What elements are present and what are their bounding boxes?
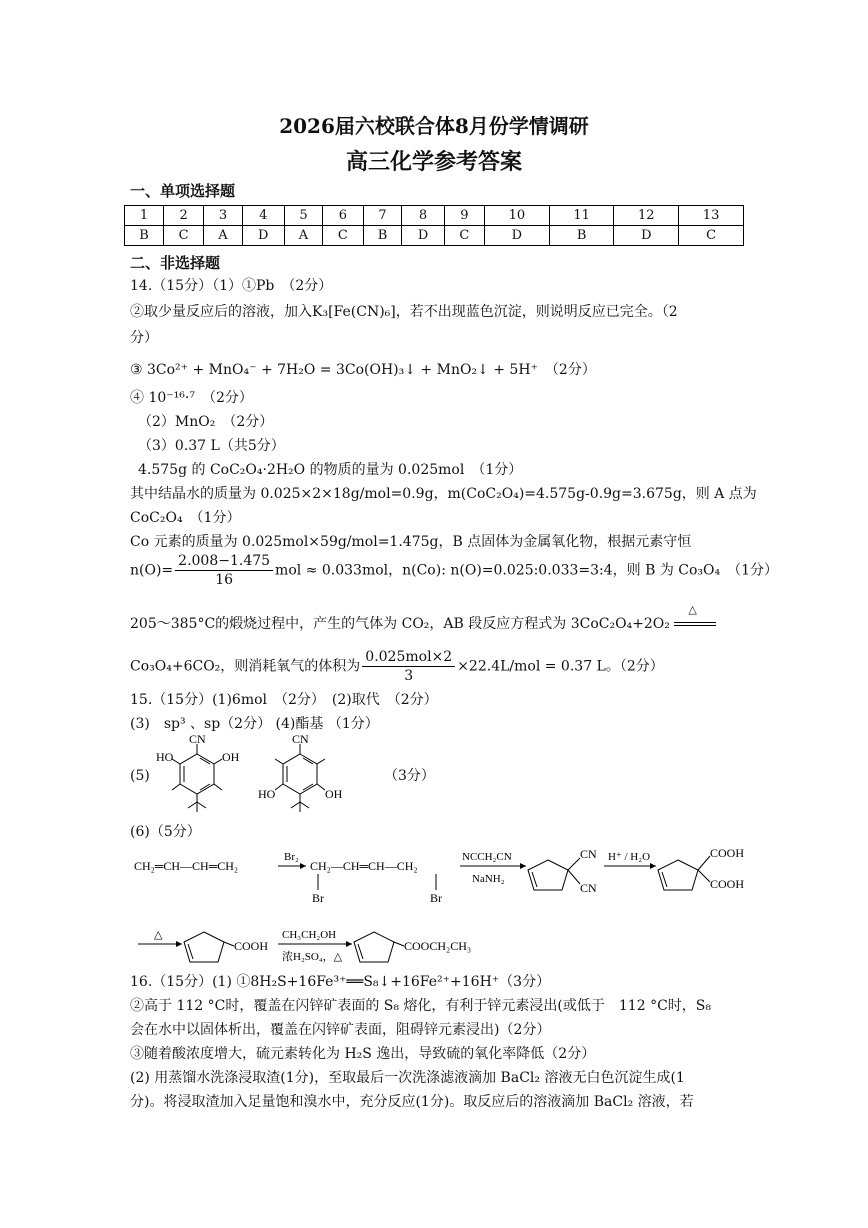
reagent-nanh2: NaNH₂ bbox=[472, 873, 505, 885]
synthesis-route-row-2 bbox=[130, 920, 630, 970]
cn-top: CN bbox=[580, 847, 597, 861]
reagent-sulfuric: 浓H₂SO₄，△ bbox=[282, 951, 343, 963]
question-number-cell: 7 bbox=[363, 206, 402, 226]
heat-equals-sign bbox=[674, 603, 716, 634]
reagent-malononitrile: NCCH₂CN bbox=[462, 851, 512, 863]
question-number-cell: 6 bbox=[323, 206, 363, 226]
q14-line-12 bbox=[130, 603, 716, 634]
eq1-fraction bbox=[175, 552, 273, 589]
q14-equation-3: ③ 3Co²⁺ + MnO₄⁻ + 7H₂O = 3Co(OH)₃↓ + MnO₂↓ + 5H⁺ （2分） bbox=[130, 362, 596, 378]
answer-cell: B bbox=[363, 226, 402, 246]
cooh-bottom: COOH bbox=[710, 877, 745, 891]
answer-cell: C bbox=[323, 226, 363, 246]
doc-subtitle: 高三化学参考答案 bbox=[345, 149, 522, 175]
answer-cell: D bbox=[614, 226, 679, 246]
ho-label: HO bbox=[156, 750, 174, 764]
answer-cell: A bbox=[204, 226, 242, 246]
answer-cell: B bbox=[549, 226, 614, 246]
q14-line-3: 分） bbox=[130, 330, 158, 346]
reagent-ethanol: CH₃CH₂OH bbox=[282, 929, 337, 941]
section-heading-free: 二、非选择题 bbox=[130, 254, 221, 272]
eq2-suffix: ×22.4L/mol = 0.37 L。（2分） bbox=[457, 658, 664, 675]
answer-table-answers bbox=[125, 226, 744, 246]
question-number-cell: 1 bbox=[125, 206, 164, 226]
eq2-prefix: Co₃O₄+6CO₂，则消耗氧气的体积为 bbox=[130, 658, 361, 675]
answer-cell: D bbox=[485, 226, 550, 246]
ester-group: COOCH₂CH₃ bbox=[404, 939, 472, 953]
q16-line-5: (2) 用蒸馏水洗涤浸取渣(1分)，至取最后一次洗涤滤液滴加 BaCl₂ 溶液无白色沉淀生成(1 bbox=[130, 1070, 685, 1086]
q14-line-11: Co 元素的质量为 0.025mol×59g/mol=1.475g，B 点固体为金属氧化物，根据元素守恒 bbox=[130, 534, 692, 550]
q14-equation-no bbox=[130, 552, 778, 589]
heat-symbol: △ bbox=[688, 603, 697, 616]
q16-line-2: ②高于 112 °C时，覆盖在闪锌矿表面的 S₈ 熔化，有利于锌元素浸出(或低于 112 °C时，S₈ bbox=[130, 998, 711, 1014]
answer-cell: B bbox=[125, 226, 164, 246]
butadiene-formula: CH₂═CH—CH═CH₂ bbox=[134, 859, 239, 873]
eq2-fraction bbox=[362, 648, 455, 685]
answer-table-numbers bbox=[125, 206, 744, 226]
q15-part-5-label: (5) bbox=[130, 768, 150, 784]
cooh-mono: COOH bbox=[234, 939, 269, 953]
oh-label: OH bbox=[222, 750, 240, 764]
q14-line-8: 4.575g 的 CoC₂O₄·2H₂O 的物质的量为 0.025mol （1分） bbox=[138, 462, 523, 478]
section-heading-mc: 一、单项选择题 bbox=[130, 182, 236, 200]
q14-part-2: （2）MnO₂ （2分） bbox=[138, 414, 274, 430]
reagent-acid-water: H⁺ / H₂O bbox=[608, 851, 651, 863]
br2-reagent: Br₂ bbox=[284, 851, 299, 863]
answer-cell: C bbox=[679, 226, 744, 246]
answer-cell: C bbox=[444, 226, 484, 246]
q15-line-1: 15.（15分）(1)6mol （2分） (2)取代 （2分） bbox=[130, 692, 438, 708]
benzene-structure-2 bbox=[250, 734, 360, 814]
benzene-structure-1 bbox=[150, 734, 260, 814]
question-number-cell: 4 bbox=[242, 206, 284, 226]
q14-line-2: ②取少量反应后的溶液，加入K₃[Fe(CN)₆]，若不出现蓝色沉淀，则说明反应已完全。（2 bbox=[130, 304, 678, 320]
ho-label: HO bbox=[258, 787, 276, 801]
dibromo-formula: CH₂—CH═CH—CH₂ bbox=[310, 859, 418, 873]
question-number-cell: 8 bbox=[402, 206, 444, 226]
br-label-1: Br bbox=[312, 891, 324, 905]
answer-cell: C bbox=[163, 226, 203, 246]
oh-label: OH bbox=[325, 787, 343, 801]
cn-label: CN bbox=[189, 732, 206, 746]
q14-line-1: 14.（15分）（1）①Pb （2分） bbox=[130, 278, 333, 294]
q16-line-3: 会在水中以固体析出，覆盖在闪锌矿表面，阻碍锌元素浸出)（2分） bbox=[130, 1022, 551, 1038]
eq2-denominator: 3 bbox=[404, 668, 414, 684]
q16-line-1: 16.（15分）(1) ①8H₂S+16Fe³⁺══S₈↓+16Fe²⁺+16H⁺（3分） bbox=[130, 974, 551, 990]
synthesis-route-row-1 bbox=[130, 842, 750, 922]
q14-equation-volume bbox=[130, 648, 664, 685]
doc-title: 2026届六校联合体8月份学情调研 bbox=[279, 114, 589, 138]
double-line bbox=[674, 622, 716, 626]
q16-line-4: ③随着酸浓度增大，硫元素转化为 H₂S 逸出，导致硫的氧化率降低（2分） bbox=[130, 1046, 596, 1062]
answer-table bbox=[124, 205, 744, 246]
question-number-cell: 12 bbox=[614, 206, 679, 226]
q14-line-12-text: 205～385°C的煅烧过程中，产生的气体为 CO₂，AB 段反应方程式为 3CoC₂O₄+2O₂ bbox=[130, 616, 670, 632]
question-number-cell: 13 bbox=[679, 206, 744, 226]
question-number-cell: 9 bbox=[444, 206, 484, 226]
eq1-suffix: mol ≈ 0.033mol，n(Co): n(O)=0.025:0.033=3:4，则 B 为 Co₃O₄ （1分） bbox=[275, 562, 779, 579]
q14-part-3: （3）0.37 L（共5分） bbox=[138, 438, 285, 454]
question-number-cell: 2 bbox=[163, 206, 203, 226]
q15-part-5-score: （3分） bbox=[384, 768, 435, 784]
question-number-cell: 3 bbox=[204, 206, 242, 226]
answer-cell: A bbox=[284, 226, 322, 246]
eq1-denominator: 16 bbox=[215, 572, 234, 588]
question-number-cell: 11 bbox=[549, 206, 614, 226]
answer-cell: D bbox=[402, 226, 444, 246]
question-number-cell: 10 bbox=[485, 206, 550, 226]
eq1-prefix: n(O)= bbox=[130, 562, 174, 579]
cn-label: CN bbox=[292, 732, 309, 746]
cn-bottom: CN bbox=[580, 881, 597, 895]
q14-line-4: ④ 10⁻¹⁶·⁷ （2分） bbox=[130, 390, 253, 406]
q15-part-6: (6)（5分） bbox=[130, 824, 201, 840]
q16-line-6: 分)。将浸取渣加入足量饱和溴水中，充分反应(1分)。取反应后的溶液滴加 BaCl₂ 溶液，若 bbox=[130, 1094, 694, 1110]
question-number-cell: 5 bbox=[284, 206, 322, 226]
heat-symbol-2: △ bbox=[154, 929, 163, 941]
q15-line-2: (3) sp³ 、sp（2分） (4)酯基 （1分） bbox=[130, 716, 379, 732]
eq1-numerator: 2.008−1.475 bbox=[175, 552, 273, 571]
answer-cell: D bbox=[242, 226, 284, 246]
q14-line-10: CoC₂O₄ （1分） bbox=[130, 510, 241, 526]
eq2-numerator: 0.025mol×2 bbox=[362, 648, 455, 667]
q14-line-9: 其中结晶水的质量为 0.025×2×18g/mol=0.9g，m(CoC₂O₄)=4.575g-0.9g=3.675g，则 A 点为 bbox=[130, 486, 757, 502]
br-label-2: Br bbox=[430, 891, 442, 905]
cooh-top: COOH bbox=[710, 846, 745, 860]
